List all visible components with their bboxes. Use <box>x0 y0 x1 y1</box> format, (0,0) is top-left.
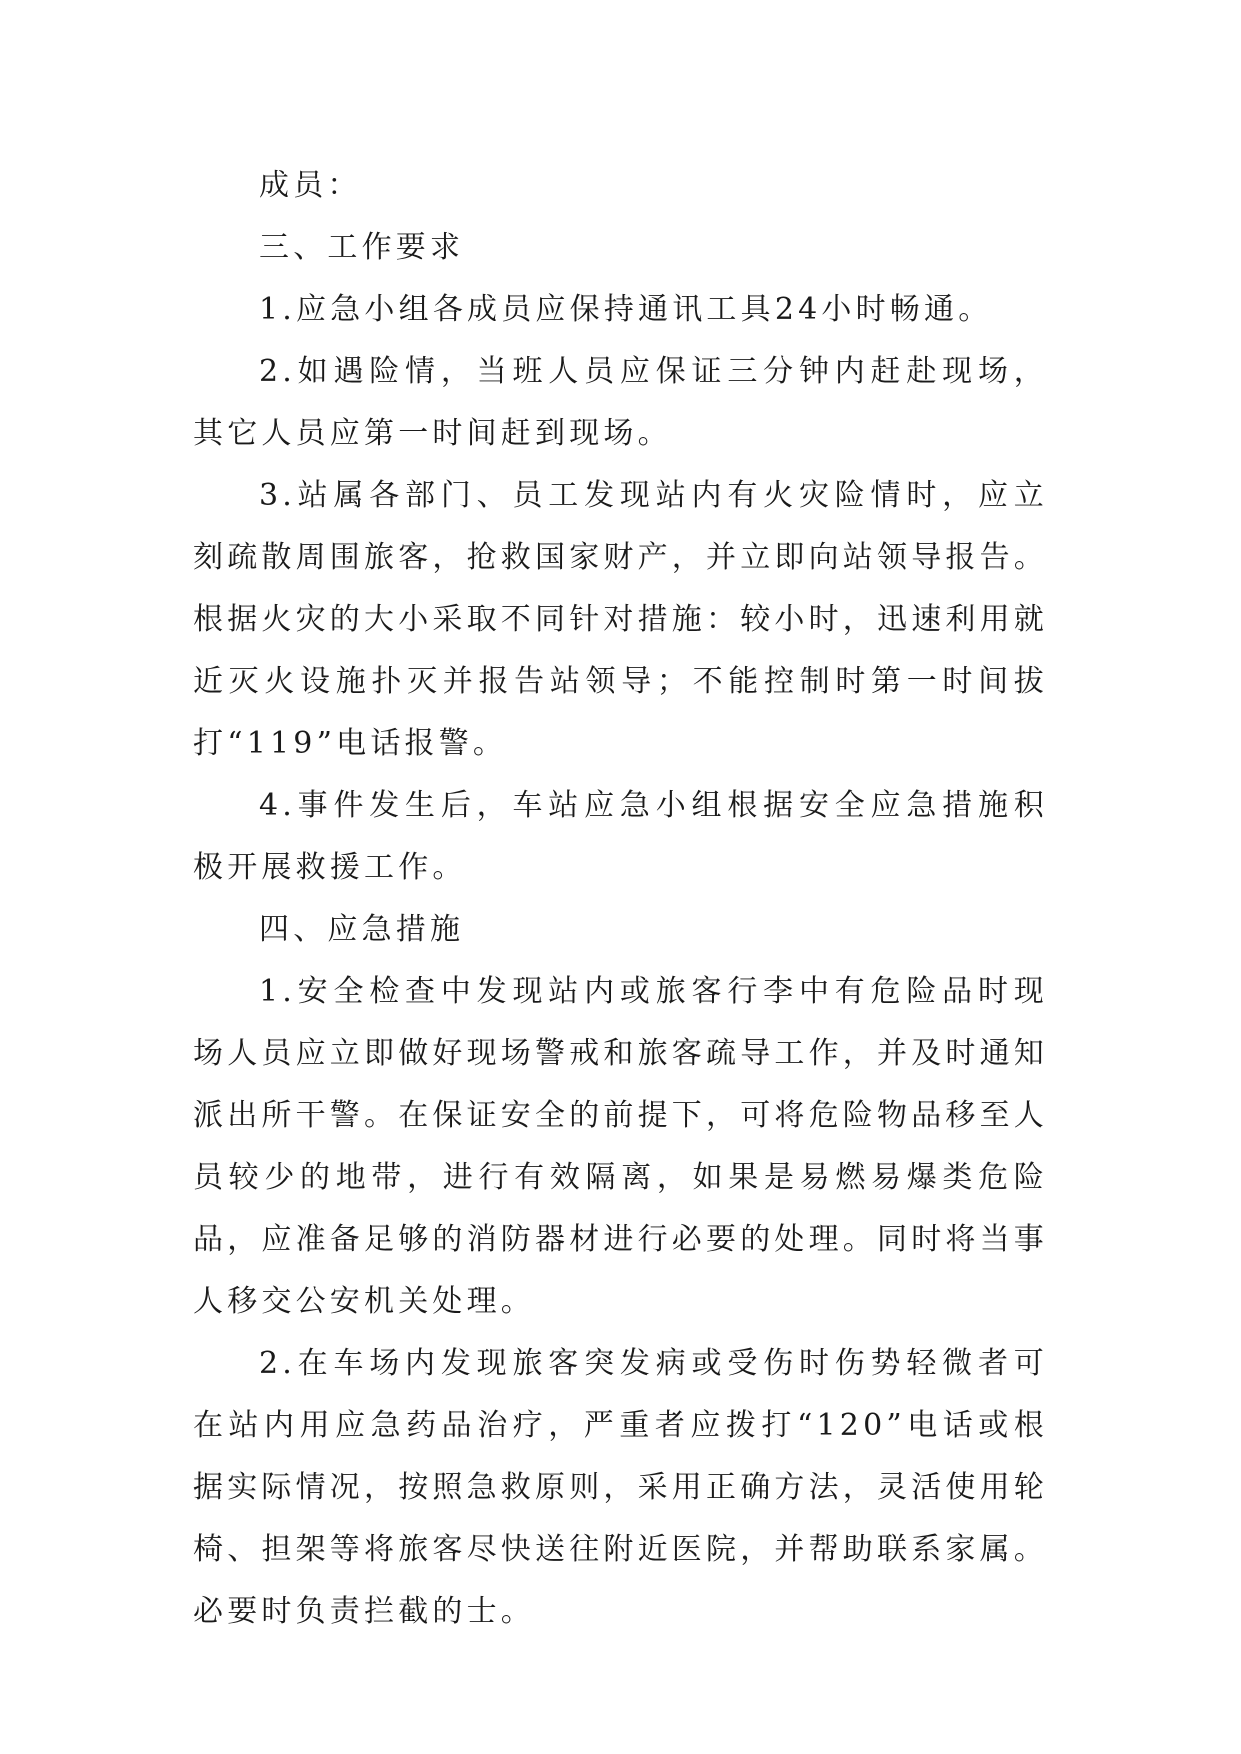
measure-paragraph-2: 2.在车场内发现旅客突发病或受伤时伤势轻微者可在站内用应急药品治疗，严重者应拨打“120”电话或根据实际情况，按照急救原则，采用正确方法，灵活使用轮椅、担架等将旅客尽快送往附近医院，并帮助联系家属。必要时负责拦截的士。 <box>193 1346 1048 1629</box>
document-page <box>193 155 1048 1643</box>
measure-paragraph-1: 1.安全检查中发现站内或旅客行李中有危险品时现场人员应立即做好现场警戒和旅客疏导工作，并及时通知派出所干警。在保证安全的前提下，可将危险物品移至人员较少的地带，进行有效隔离，如果是易燃易爆类危险品，应准备足够的消防器材进行必要的处理。同时将当事人移交公安机关处理。 <box>193 974 1048 1319</box>
section-heading-work-requirements: 三、工作要求 <box>259 230 465 265</box>
members-label: 成员： <box>259 168 362 203</box>
requirement-paragraph-1: 1.应急小组各成员应保持通讯工具24小时畅通。 <box>259 292 993 327</box>
section-heading-emergency-measures: 四、应急措施 <box>259 912 465 947</box>
requirement-paragraph-3: 3.站属各部门、员工发现站内有火灾险情时，应立刻疏散周围旅客，抢救国家财产，并立即向站领导报告。根据火灾的大小采取不同针对措施：较小时，迅速利用就近灭火设施扑灭并报告站领导；不能控制时第一时间拔打“119”电话报警。 <box>193 478 1048 761</box>
requirement-paragraph-2: 2.如遇险情，当班人员应保证三分钟内赶赴现场，其它人员应第一时间赶到现场。 <box>193 354 1048 451</box>
requirement-paragraph-4: 4.事件发生后，车站应急小组根据安全应急措施积极开展救援工作。 <box>193 788 1048 885</box>
